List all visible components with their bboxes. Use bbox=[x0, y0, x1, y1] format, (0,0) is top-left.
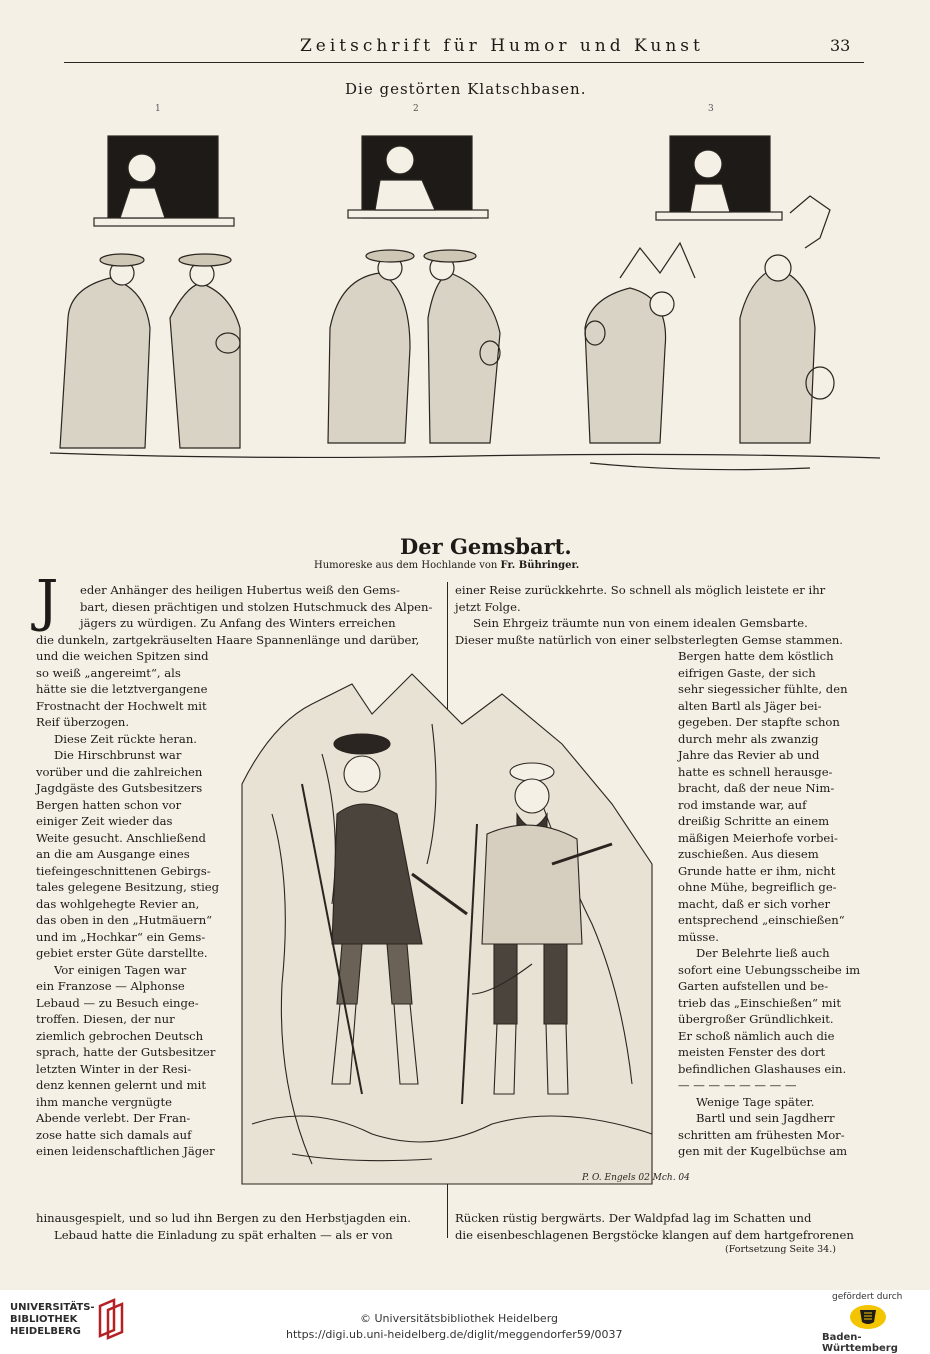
text-line: so weiß „angereimt“, als bbox=[36, 665, 181, 680]
article-byline bbox=[314, 560, 579, 571]
text-line: Dieser mußte natürlich von einer selbsterlegten Gemse stammen. bbox=[455, 632, 843, 647]
text-line: Weite gesucht. Anschließend bbox=[36, 830, 206, 845]
text-line: Wenige Tage später. bbox=[696, 1094, 815, 1109]
illustration-signature: P. O. Engels 02 Mch. 04 bbox=[582, 1173, 690, 1183]
hunting-scene-illustration bbox=[232, 664, 690, 1194]
text-line: eder Anhänger des heiligen Hubertus weiß den Gems- bbox=[80, 583, 400, 597]
text-line: Jahre das Revier ab und bbox=[678, 748, 820, 762]
text-line: einer Reise zurückkehrte. So schnell als möglich leistete er ihr bbox=[455, 583, 826, 597]
text-line: jetzt Folge. bbox=[455, 599, 521, 614]
text-line: alten Bartl als Jäger bei- bbox=[678, 698, 822, 713]
text-line: schritten am frühesten Mor- bbox=[678, 1127, 845, 1142]
text-line: Bartl und sein Jagdherr bbox=[696, 1111, 835, 1125]
text-line: und im „Hochkar“ ein Gems- bbox=[36, 929, 206, 944]
text-line: Diese Zeit rückte heran. bbox=[54, 731, 197, 746]
text-line: Garten aufstellen und be- bbox=[678, 979, 829, 993]
text-line: das wohlgehegte Revier an, bbox=[36, 896, 200, 911]
text-line: sofort eine Uebungsscheibe im bbox=[678, 962, 861, 977]
text-line: trieb das „Einschießen“ mit bbox=[678, 995, 842, 1010]
text-line: Die Hirschbrunst war bbox=[54, 748, 182, 762]
text-line: Er schoß nämlich auch die bbox=[678, 1028, 835, 1043]
text-line: Rücken rüstig bergwärts. Der Waldpfad lag im Schatten und bbox=[455, 1211, 812, 1225]
header-rule bbox=[64, 62, 864, 63]
state-name: Baden-Württemberg bbox=[822, 1332, 898, 1354]
text-line: Vor einigen Tagen war bbox=[54, 962, 187, 977]
panel-number-3: 3 bbox=[708, 104, 714, 114]
library-line: HEIDELBERG bbox=[10, 1326, 81, 1337]
text-line: Der Belehrte ließ auch bbox=[696, 946, 830, 960]
text-line: das oben in den „Hutmäuern“ bbox=[36, 913, 213, 927]
text-line: Sein Ehrgeiz träumte nun von einem idealen Gemsbarte. bbox=[473, 616, 808, 630]
text-line: Lebaud — zu Besuch einge- bbox=[36, 995, 199, 1010]
text-line: rod imstande war, auf bbox=[678, 797, 807, 812]
text-line: an die am Ausgange eines bbox=[36, 847, 190, 861]
text-line: hinausgespielt, und so lud ihn Bergen zu den Herbstjagden ein. bbox=[36, 1211, 411, 1225]
text-line: bracht, daß der neue Nim- bbox=[678, 781, 835, 795]
right-column-bottom bbox=[455, 1210, 859, 1243]
text-line: tales gelegene Besitzung, stieg bbox=[36, 880, 220, 894]
text-line: ihm manche vergnügte bbox=[36, 1094, 172, 1109]
text-line: — — — — — — — — bbox=[678, 1078, 797, 1092]
text-line: Bergen hatte dem köstlich bbox=[678, 649, 834, 663]
text-line: Abende verlebt. Der Fran- bbox=[36, 1111, 191, 1125]
text-line: bart, diesen prächtigen und stolzen Hutschmuck des Alpen- bbox=[80, 599, 433, 614]
baden-wuerttemberg-logo bbox=[848, 1304, 888, 1330]
ub-heidelberg-logo bbox=[96, 1298, 126, 1340]
text-line: gegeben. Der stapfte schon bbox=[678, 715, 840, 729]
funded-by-label: gefördert durch bbox=[832, 1292, 903, 1302]
text-line: meisten Fenster des dort bbox=[678, 1045, 826, 1059]
copyright-notice: © Universitätsbibliothek Heidelberg bbox=[360, 1312, 559, 1325]
library-line: BIBLIOTHEK bbox=[10, 1314, 78, 1325]
text-line: Bergen hatten schon vor bbox=[36, 797, 182, 812]
panel-number-2: 2 bbox=[413, 104, 419, 114]
text-line: eifrigen Gaste, der sich bbox=[678, 665, 816, 680]
text-line: zose hatte sich damals auf bbox=[36, 1127, 192, 1142]
text-line: gebiet erster Güte darstellte. bbox=[36, 946, 208, 960]
permalink-url[interactable]: https://digi.ub.uni-heidelberg.de/diglit/meggendorfer59/0037 bbox=[286, 1328, 623, 1341]
panel-number-1: 1 bbox=[155, 104, 161, 114]
text-line: tiefeingeschnittenen Gebirgs- bbox=[36, 863, 211, 878]
text-line: zuschießen. Aus diesem bbox=[678, 847, 819, 861]
right-column-narrow bbox=[678, 648, 861, 1160]
library-name bbox=[10, 1302, 95, 1338]
text-line: Grunde hatte er ihm, nicht bbox=[678, 863, 836, 878]
text-line: durch mehr als zwanzig bbox=[678, 731, 819, 746]
text-line: dreißig Schritte an einem bbox=[678, 814, 830, 828]
page-number: 33 bbox=[830, 36, 851, 55]
text-line: übergroßer Gründlichkeit. bbox=[678, 1012, 834, 1026]
text-line: Jagdgäste des Gutsbesitzers bbox=[36, 781, 203, 795]
text-line: hatte es schnell herausge- bbox=[678, 764, 833, 779]
text-line: gen mit der Kugelbüchse am bbox=[678, 1144, 848, 1158]
text-line: sehr siegessicher fühlte, den bbox=[678, 682, 848, 696]
text-line: und die weichen Spitzen sind bbox=[36, 649, 209, 663]
article-subtitle: Humoreske aus dem Hochlande von bbox=[314, 560, 498, 571]
text-line: müsse. bbox=[678, 929, 719, 944]
text-line: sprach, hatte der Gutsbesitzer bbox=[36, 1045, 216, 1059]
text-line: die eisenbeschlagenen Bergstöcke klangen auf dem hartgefrorenen bbox=[455, 1227, 854, 1242]
left-column-bottom bbox=[36, 1210, 440, 1243]
drop-cap: J bbox=[36, 569, 59, 634]
text-line: Lebaud hatte die Einladung zu spät erhalten — als er von bbox=[54, 1227, 393, 1242]
journal-title: Zeitschrift für Humor und Kunst bbox=[300, 36, 704, 56]
text-line: letzten Winter in der Resi- bbox=[36, 1061, 192, 1076]
text-line: hätte sie die letztvergangene bbox=[36, 682, 208, 696]
text-line: jägers zu würdigen. Zu Anfang des Winters erreichen bbox=[80, 616, 396, 630]
library-footer bbox=[0, 1290, 930, 1352]
text-line: die dunkeln, zartgekräuselten Haare Spannenlänge und darüber, bbox=[36, 632, 420, 647]
left-column-narrow bbox=[36, 648, 246, 1160]
text-line: Reif überzogen. bbox=[36, 715, 130, 729]
text-line: Frostnacht der Hochwelt mit bbox=[36, 698, 207, 713]
text-line: ohne Mühe, begreiflich ge- bbox=[678, 880, 837, 894]
text-line: befindlichen Glashauses ein. bbox=[678, 1061, 847, 1076]
text-line: vorüber und die zahlreichen bbox=[36, 764, 203, 779]
text-line: ziemlich gebrochen Deutsch bbox=[36, 1028, 204, 1043]
cartoon-strip-illustration bbox=[50, 118, 880, 488]
text-line: ein Franzose — Alphonse bbox=[36, 979, 185, 993]
text-line: troffen. Diesen, der nur bbox=[36, 1012, 175, 1026]
text-line: einiger Zeit wieder das bbox=[36, 814, 173, 828]
cartoon-title: Die gestörten Klatschbasen. bbox=[345, 80, 587, 98]
article-title: Der Gemsbart. bbox=[400, 534, 572, 559]
text-line: einen leidenschaftlichen Jäger bbox=[36, 1144, 215, 1158]
text-line: denz kennen gelernt und mit bbox=[36, 1078, 206, 1092]
right-column-top bbox=[455, 582, 859, 648]
text-line: mäßigen Meierhofe vorbei- bbox=[678, 830, 838, 845]
library-line: UNIVERSITÄTS- bbox=[10, 1302, 95, 1313]
text-line: entsprechend „einschießen“ bbox=[678, 913, 845, 927]
text-line: macht, daß er sich vorher bbox=[678, 896, 830, 911]
article-author: Fr. Bühringer. bbox=[500, 560, 580, 571]
continuation-note: (Fortsetzung Seite 34.) bbox=[725, 1244, 836, 1255]
left-column-top bbox=[36, 582, 440, 648]
